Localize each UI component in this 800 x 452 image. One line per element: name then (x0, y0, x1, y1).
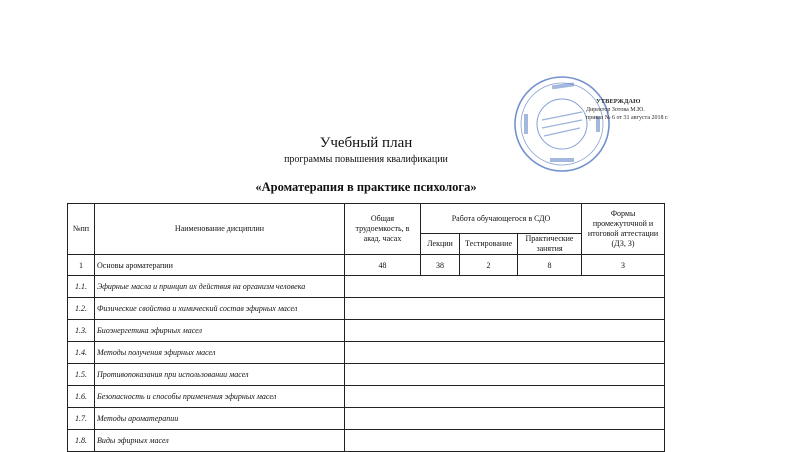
approval-block (570, 98, 690, 122)
row-empty (345, 320, 665, 342)
table-row (68, 320, 665, 342)
row-name: Биоэнергетика эфирных масел (95, 320, 345, 342)
row-num: 1.5. (68, 364, 95, 386)
header-name: Наименование дисциплин (95, 204, 345, 255)
row-name: Физические свойства и химический состав эфирных масел (95, 298, 345, 320)
row-num: 1.3. (68, 320, 95, 342)
table-row (68, 408, 665, 430)
row-empty (345, 276, 665, 298)
row-practical: 8 (518, 255, 582, 276)
header-num: №пп (68, 204, 95, 255)
header-forms: Формы промежуточной и итоговой аттестации (ДЗ, З) (582, 204, 665, 255)
table-row (68, 364, 665, 386)
row-num: 1.6. (68, 386, 95, 408)
row-name: Основы ароматерапии (95, 255, 345, 276)
row-empty (345, 342, 665, 364)
approval-order: приказ № 6 от 31 августа 2018 г. (586, 115, 669, 121)
row-name: Эфирные масла и принцип их действия на организм человека (95, 276, 345, 298)
table-row (68, 276, 665, 298)
row-num: 1.8. (68, 430, 95, 452)
row-empty (345, 298, 665, 320)
approval-title: УТВЕРЖДАЮ (596, 98, 641, 105)
row-empty (345, 430, 665, 452)
document-subtitle: программы повышения квалификации (284, 154, 448, 165)
row-name: Безопасность и способы применения эфирных масел (95, 386, 345, 408)
header-practical: Практические занятия (518, 234, 582, 255)
row-num: 1 (68, 255, 95, 276)
row-empty (345, 386, 665, 408)
document-title: Учебный план (319, 135, 413, 151)
row-name: Виды эфирных масел (95, 430, 345, 452)
row-form: З (582, 255, 665, 276)
table-row (68, 255, 665, 276)
row-lectures: 38 (421, 255, 460, 276)
row-empty (345, 364, 665, 386)
table-row (68, 386, 665, 408)
table-row (68, 298, 665, 320)
row-num: 1.2. (68, 298, 95, 320)
row-num: 1.7. (68, 408, 95, 430)
header-work: Работа обучающегося в СДО (421, 204, 582, 234)
row-num: 1.4. (68, 342, 95, 364)
curriculum-table (67, 203, 665, 452)
row-empty (345, 408, 665, 430)
program-title: «Ароматерапия в практике психолога» (255, 180, 477, 194)
table-row (68, 342, 665, 364)
row-testing: 2 (460, 255, 518, 276)
header-hours: Общая трудоемкость, в акад. часах (345, 204, 421, 255)
row-num: 1.1. (68, 276, 95, 298)
header-testing: Тестирование (460, 234, 518, 255)
row-name: Методы ароматерапии (95, 408, 345, 430)
row-name: Методы получения эфирных масел (95, 342, 345, 364)
header-lectures: Лекции (421, 234, 460, 255)
row-name: Противопоказания при использовании масел (95, 364, 345, 386)
row-hours: 48 (345, 255, 421, 276)
table-row (68, 430, 665, 452)
approval-director: Директор Зотова М.Ю. (586, 107, 645, 113)
